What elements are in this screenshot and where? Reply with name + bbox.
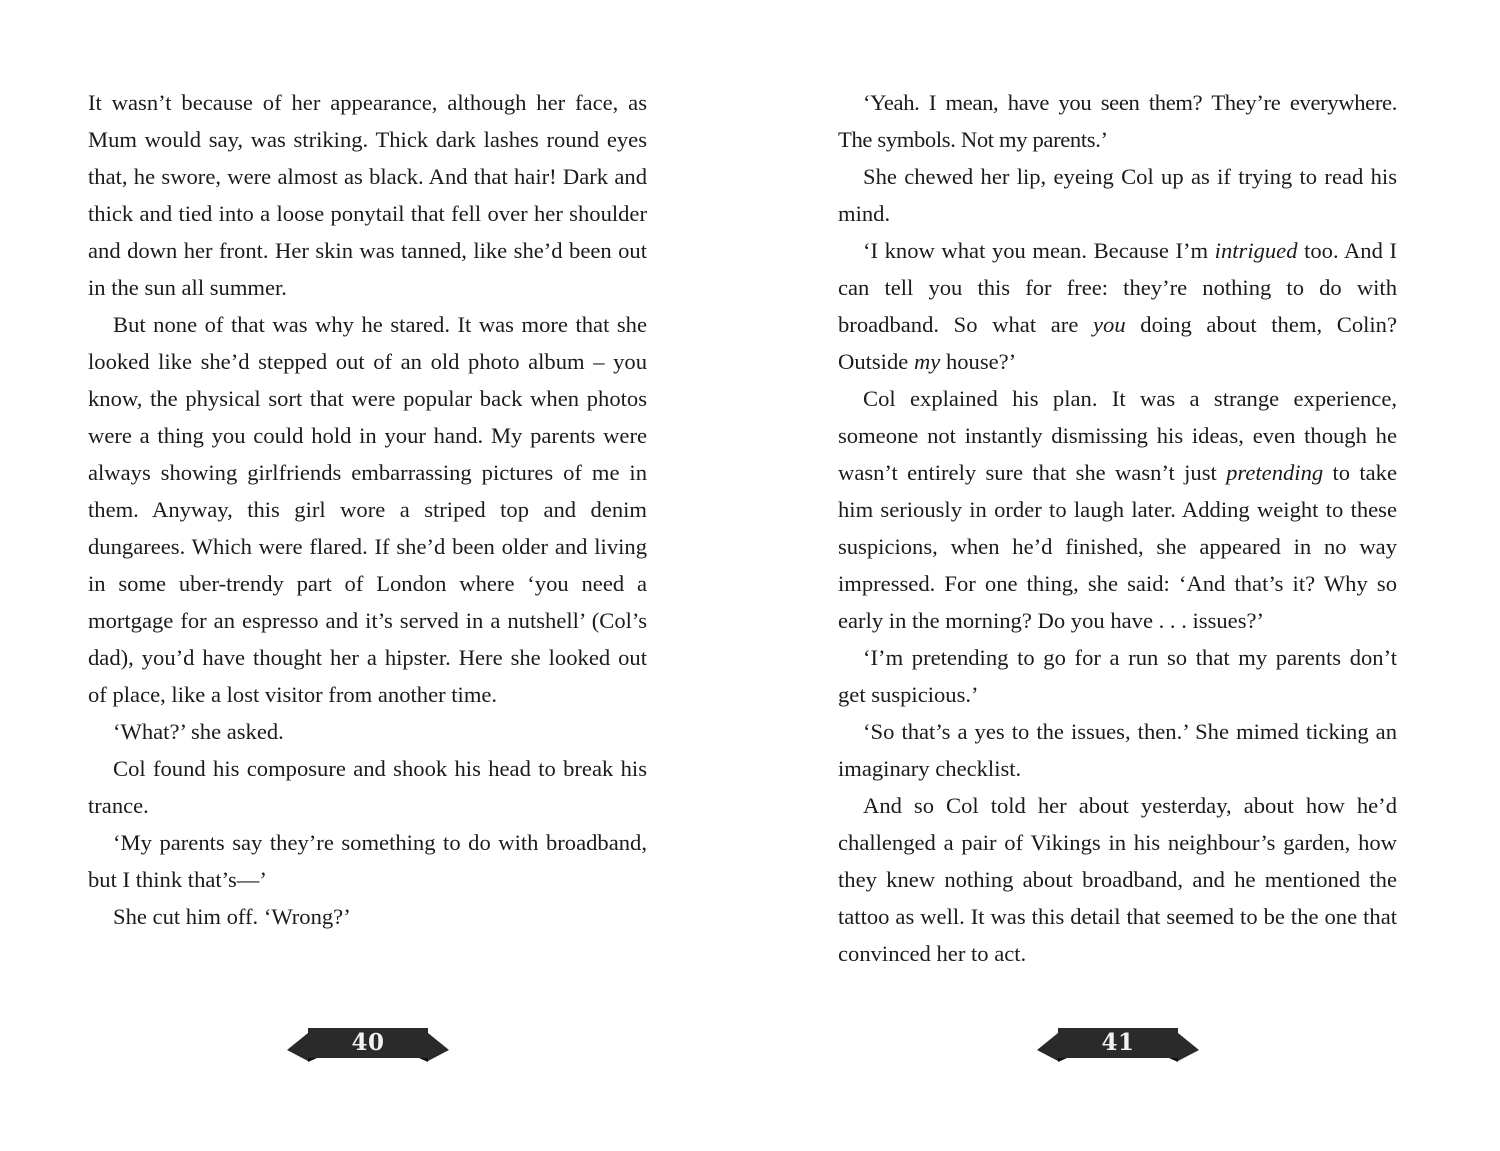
paragraph: But none of that was why he stared. It was more that she looked like she’d stepped out of an old photo album – you know, the physical sort that were popular back when photos were a thing you could hold in your hand. My parents were always showing girlfriends embarrassing pictures of me in them. Anyway, this girl wore a striped top and denim dungarees. Which were flared. If she’d been older and living in some uber-trendy part of London where ‘you need a mortgage for an espresso and it’s served in a nutshell’ (Col’s dad), you’d have thought her a hipster. Here she looked out of place, like a lost visitor from another time. bbox=[88, 312, 647, 707]
page-number-banner bbox=[287, 1026, 449, 1062]
paragraph: ‘I know what you mean. Because I’m intrigued too. And I can tell you this for free: they’re nothing to do with broadband. So what are you doing about them, Colin? Outside my house?’ bbox=[838, 238, 1398, 374]
emphasis: you bbox=[1093, 312, 1126, 337]
emphasis: pretending bbox=[1226, 460, 1324, 485]
paragraph: ‘My parents say they’re something to do with broadband, but I think that’s—’ bbox=[88, 830, 647, 892]
page-number: 40 bbox=[351, 1029, 385, 1056]
paragraph: And so Col told her about yesterday, about how he’d challenged a pair of Vikings in his neighbour’s garden, how they knew nothing about broadband, and he mentioned the tattoo as well. It was this detail that seemed to be the one that convinced her to act. bbox=[838, 793, 1397, 966]
left-page-body bbox=[88, 84, 647, 935]
paragraph: It wasn’t because of her appearance, although her face, as Mum would say, was striking. Thick dark lashes round eyes that, he swore, were almost as black. And that hair! Dark and thick and tied into a loose ponytail that fell over her shoulder and down her front. Her skin was tanned, like she’d been out in the sun all summer. bbox=[88, 90, 647, 300]
page-number: 41 bbox=[1101, 1029, 1135, 1056]
paragraph: ‘Yeah. I mean, have you seen them? They’re everywhere. The symbols. Not my parents.’ bbox=[838, 90, 1397, 152]
paragraph: Col explained his plan. It was a strange experience, someone not instantly dismissing his ideas, even though he wasn’t entirely sure that she wasn’t just pretending to take him seriously in order to laugh later. Adding weight to these suspicions, when he’d finished, she appeared in no way impressed. For one thing, she said: ‘And that’s it? Why so early in the morning? Do you have . . . issues?’ bbox=[838, 386, 1397, 633]
paragraph: ‘What?’ she asked. bbox=[113, 719, 284, 744]
paragraph: ‘I’m pretending to go for a run so that my parents don’t get suspicious.’ bbox=[838, 645, 1397, 707]
emphasis: intrigued bbox=[1214, 238, 1298, 263]
paragraph: ‘So that’s a yes to the issues, then.’ She mimed ticking an imaginary checklist. bbox=[838, 719, 1397, 781]
paragraph: She cut him off. ‘Wrong?’ bbox=[113, 904, 351, 929]
emphasis: my bbox=[913, 349, 941, 374]
paragraph: She chewed her lip, eyeing Col up as if trying to read his mind. bbox=[838, 164, 1397, 226]
page-number-banner bbox=[1037, 1026, 1199, 1062]
paragraph: Col found his composure and shook his head to break his trance. bbox=[88, 756, 647, 818]
right-page-body bbox=[838, 84, 1397, 972]
